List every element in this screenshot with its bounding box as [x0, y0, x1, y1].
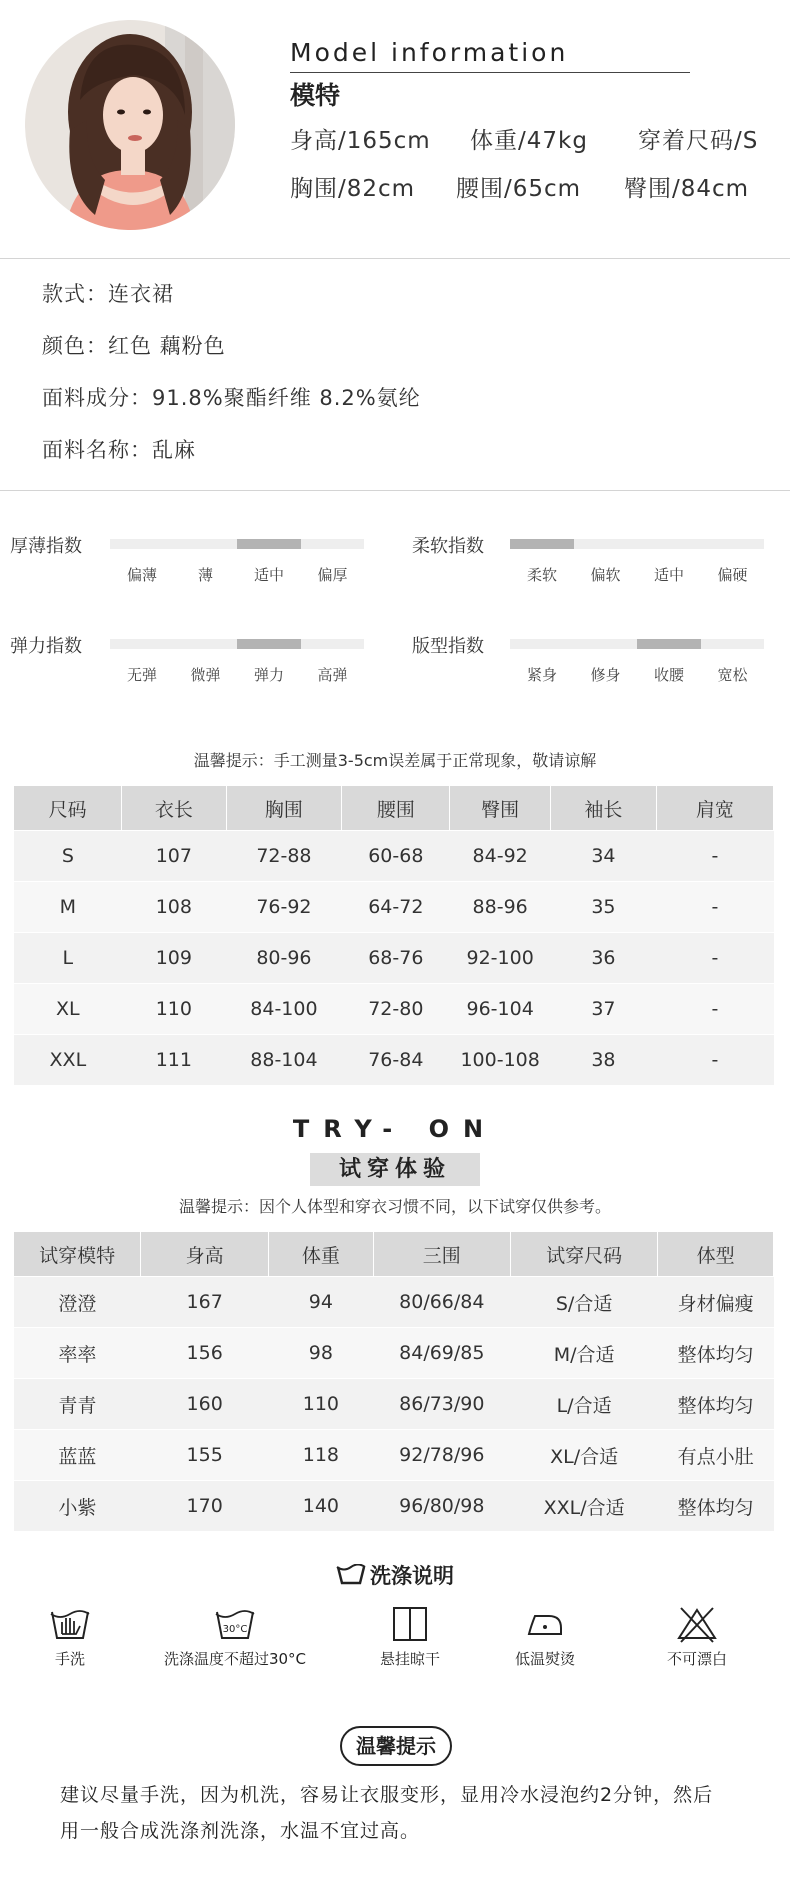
model-height: 身高/165cm	[290, 128, 431, 154]
index-bar-fill	[237, 639, 301, 649]
table-cell: 37	[551, 984, 657, 1035]
table-cell: 118	[269, 1430, 374, 1481]
index-scale-label: 无弹	[126, 666, 157, 684]
model-weight: 体重/47kg	[470, 128, 588, 154]
index-scale-label: 微弹	[190, 666, 221, 684]
table-row	[14, 933, 774, 984]
table-cell: 72-80	[342, 984, 450, 1035]
tryon-title-en: TRY- ON	[292, 1115, 498, 1143]
table-cell: 68-76	[342, 933, 450, 984]
attr-style: 款式：连衣裙	[42, 282, 174, 306]
table-cell: 青青	[14, 1379, 141, 1430]
wash-item-low-iron	[475, 1604, 615, 1669]
table-cell: 72-88	[226, 831, 342, 882]
index-scale-label: 弹力	[253, 666, 284, 684]
table-cell: 170	[141, 1481, 269, 1532]
index-label: 版型指数	[412, 636, 484, 657]
table-cell: -	[656, 1035, 773, 1086]
index-scale-label: 薄	[197, 566, 213, 584]
table-row	[14, 1379, 774, 1430]
table-row	[14, 1328, 774, 1379]
model-bust: 胸围/82cm	[290, 176, 416, 202]
table-cell: M	[14, 882, 122, 933]
table-header-cell: 身高	[141, 1232, 269, 1277]
table-cell: 160	[141, 1379, 269, 1430]
table-cell: 109	[122, 933, 226, 984]
index-bar	[510, 539, 764, 549]
table-cell: 96/80/98	[373, 1481, 510, 1532]
index-scale-label: 偏薄	[126, 566, 157, 584]
table-row	[14, 882, 774, 933]
attr-composition: 面料成分：91.8%聚酯纤维 8.2%氨纶	[42, 386, 421, 410]
table-cell: 澄澄	[14, 1277, 141, 1328]
table-row	[14, 1277, 774, 1328]
table-header-cell: 袖长	[551, 786, 657, 831]
model-hip: 臀围/84cm	[624, 176, 750, 202]
table-row	[14, 831, 774, 882]
tips-line-2: 用一般合成洗涤剂洗涤，水温不宜过高。	[60, 1820, 421, 1842]
table-cell: 身材偏瘦	[658, 1277, 774, 1328]
index-scale-label: 高弹	[317, 666, 348, 684]
model-photo	[25, 20, 235, 230]
table-cell: 167	[141, 1277, 269, 1328]
wash-item-hang-dry	[340, 1604, 480, 1669]
table-cell: L	[14, 933, 122, 984]
table-cell: 111	[122, 1035, 226, 1086]
table-cell: -	[656, 882, 773, 933]
table-cell: -	[656, 933, 773, 984]
table-cell: 84-100	[226, 984, 342, 1035]
index-bar	[510, 639, 764, 649]
table-header-cell: 腰围	[342, 786, 450, 831]
table-row	[14, 1481, 774, 1532]
tryon-table-header	[14, 1232, 774, 1277]
wash-label-low-iron: 低温熨烫	[514, 1650, 575, 1668]
table-cell: 86/73/90	[373, 1379, 510, 1430]
table-header-cell: 尺码	[14, 786, 122, 831]
tryon-table	[14, 1232, 774, 1531]
table-cell: S/合适	[510, 1277, 657, 1328]
wash-label-no-bleach: 不可漂白	[666, 1650, 727, 1668]
low-iron-icon	[523, 1604, 567, 1644]
index-bar-fill	[637, 639, 701, 649]
table-header-cell: 衣长	[122, 786, 226, 831]
table-cell: 98	[269, 1328, 374, 1379]
table-cell: 60-68	[342, 831, 450, 882]
wash-item-30c	[150, 1604, 320, 1669]
table-cell: 156	[141, 1328, 269, 1379]
tips-line-1: 建议尽量手洗，因为机洗，容易让衣服变形，显用冷水浸泡约2分钟，然后	[60, 1784, 714, 1806]
table-cell: 92-100	[450, 933, 551, 984]
table-cell: L/合适	[510, 1379, 657, 1430]
model-info-title: Model information	[290, 38, 569, 67]
table-cell: 88-96	[450, 882, 551, 933]
wash-item-hand-wash	[0, 1604, 140, 1669]
table-cell: 34	[551, 831, 657, 882]
table-cell: 36	[551, 933, 657, 984]
table-row	[14, 984, 774, 1035]
table-header-cell: 体重	[269, 1232, 374, 1277]
index-scale-label: 收腰	[653, 666, 684, 684]
table-cell: 107	[122, 831, 226, 882]
model-size: 穿着尺码/S	[638, 128, 759, 154]
index-scale-label: 适中	[653, 566, 684, 584]
table-cell: XXL/合适	[510, 1481, 657, 1532]
table-cell: 76-84	[342, 1035, 450, 1086]
model-subtitle: 模特	[290, 81, 341, 110]
index-scale-label: 柔软	[526, 566, 557, 584]
index-scale-label: 宽松	[717, 666, 748, 684]
index-scale-label: 偏软	[590, 566, 621, 584]
table-header-cell: 臀围	[450, 786, 551, 831]
table-header-cell: 肩宽	[656, 786, 773, 831]
table-cell: 38	[551, 1035, 657, 1086]
index-scale-label: 偏厚	[317, 566, 348, 584]
size-table-header	[14, 786, 774, 831]
table-cell: 140	[269, 1481, 374, 1532]
table-cell: XL/合适	[510, 1430, 657, 1481]
table-cell: 92/78/96	[373, 1430, 510, 1481]
table-cell: -	[656, 831, 773, 882]
table-cell: XXL	[14, 1035, 122, 1086]
index-bar-fill	[237, 539, 301, 549]
table-cell: XL	[14, 984, 122, 1035]
table-cell: 蓝蓝	[14, 1430, 141, 1481]
table-cell: 88-104	[226, 1035, 342, 1086]
section-divider	[0, 490, 790, 491]
model-waist: 腰围/65cm	[456, 176, 582, 202]
tips-title: 温馨提示	[340, 1726, 452, 1766]
wash-label-30c: 洗涤温度不超过30°C	[163, 1650, 307, 1668]
index-scale-label: 修身	[590, 666, 621, 684]
table-cell: 100-108	[450, 1035, 551, 1086]
table-header-cell: 试穿尺码	[510, 1232, 657, 1277]
index-scale-label: 适中	[253, 566, 284, 584]
hand-wash-icon	[48, 1604, 92, 1644]
index-scale-label: 紧身	[526, 666, 557, 684]
wash-label-hang-dry: 悬挂晾干	[379, 1650, 440, 1668]
table-cell: 整体均匀	[658, 1481, 774, 1532]
table-header-cell: 三围	[373, 1232, 510, 1277]
model-title-divider	[290, 72, 690, 73]
index-bar-fill	[510, 539, 574, 549]
wash-30c-icon	[213, 1604, 257, 1644]
table-cell: 35	[551, 882, 657, 933]
tryon-title-cn: 试穿体验	[310, 1153, 480, 1186]
tryon-notice: 温馨提示：因个人体型和穿衣习惯不同，以下试穿仅供参考。	[178, 1197, 611, 1216]
index-label: 柔软指数	[412, 536, 484, 557]
wash-title	[0, 1560, 790, 1590]
hang-dry-icon	[388, 1604, 432, 1644]
table-header-cell: 体型	[658, 1232, 774, 1277]
wash-title-text: 洗涤说明	[370, 1564, 454, 1588]
attr-color: 颜色：红色 藕粉色	[42, 334, 226, 358]
table-row	[14, 1035, 774, 1086]
section-divider	[0, 258, 790, 259]
size-notice: 温馨提示：手工测量3-5cm误差属于正常现象，敬请谅解	[193, 751, 597, 770]
table-cell: 小紫	[14, 1481, 141, 1532]
table-cell: -	[656, 984, 773, 1035]
table-cell: 有点小肚	[658, 1430, 774, 1481]
table-cell: 110	[122, 984, 226, 1035]
wash-basin-icon	[336, 1564, 366, 1586]
table-cell: 率率	[14, 1328, 141, 1379]
table-cell: 84/69/85	[373, 1328, 510, 1379]
table-cell: 108	[122, 882, 226, 933]
table-cell: 80-96	[226, 933, 342, 984]
table-cell: 84-92	[450, 831, 551, 882]
no-bleach-icon	[675, 1604, 719, 1644]
table-cell: 155	[141, 1430, 269, 1481]
table-header-cell: 试穿模特	[14, 1232, 141, 1277]
table-cell: M/合适	[510, 1328, 657, 1379]
wash-label-hand-wash: 手洗	[54, 1650, 85, 1668]
index-bar	[110, 539, 364, 549]
table-cell: 整体均匀	[658, 1379, 774, 1430]
table-cell: 64-72	[342, 882, 450, 933]
table-cell: S	[14, 831, 122, 882]
index-label: 弹力指数	[10, 636, 82, 657]
table-cell: 110	[269, 1379, 374, 1430]
index-bar	[110, 639, 364, 649]
attr-fabric: 面料名称：乱麻	[42, 438, 196, 462]
size-table	[14, 786, 774, 1085]
table-cell: 94	[269, 1277, 374, 1328]
table-cell: 80/66/84	[373, 1277, 510, 1328]
index-scale-label: 偏硬	[717, 566, 748, 584]
table-row	[14, 1430, 774, 1481]
table-cell: 76-92	[226, 882, 342, 933]
wash-item-no-bleach	[627, 1604, 767, 1669]
table-cell: 96-104	[450, 984, 551, 1035]
table-cell: 整体均匀	[658, 1328, 774, 1379]
wash-30c-icon-text: 30°C	[222, 1624, 248, 1635]
index-label: 厚薄指数	[10, 536, 82, 557]
table-header-cell: 胸围	[226, 786, 342, 831]
